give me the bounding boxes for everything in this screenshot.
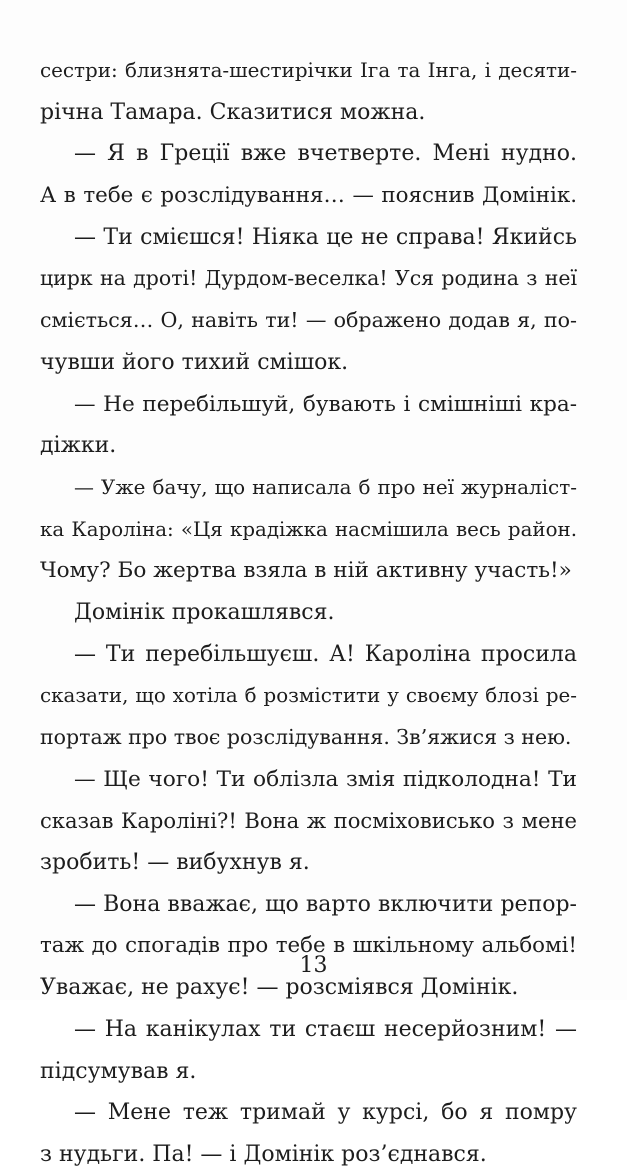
- text-line: річна Тамара. Сказитися можна.: [40, 99, 426, 125]
- text-line: Уважає, не рахує! — розсміявся Домінік.: [40, 975, 519, 1001]
- page-text: [40, 50, 577, 1176]
- page-number: 13: [299, 953, 328, 978]
- text-line: — Ти перебільшуєш. А! Кароліна просила: [74, 641, 577, 667]
- text-line: Чому? Бо жертва взяла в ній активну участь!»: [40, 558, 572, 584]
- text-line: — На канікулах ти стаєш несерйозним! —: [74, 1016, 577, 1042]
- text-line: портаж про твоє розслідування. Зв’яжися з нею.: [40, 725, 572, 749]
- text-line: Домінік прокашлявся.: [74, 599, 335, 625]
- text-line: — Я в Греції вже вчетверте. Мені нудно.: [74, 141, 577, 167]
- text-line: чувши його тихий смішок.: [40, 349, 349, 375]
- text-line: таж до спогадів про тебе в шкільному альбомі!: [40, 933, 577, 959]
- text-line: ка Кароліна: «Ця крадіжка насмішила весь район.: [40, 517, 577, 541]
- text-line: — Ще чого! Ти облізла змія підколодна! Ти: [74, 766, 577, 792]
- text-line: діжки.: [40, 433, 117, 459]
- text-line: сміється… О, навіть ти! — ображено додав я, по-: [40, 308, 577, 333]
- text-line: сказав Кароліні?! Вона ж посміховисько з мене: [40, 808, 577, 834]
- text-line: цирк на дроті! Дурдом-веселка! Уся родина з неї: [40, 266, 577, 291]
- text-line: підсумував я.: [40, 1058, 197, 1084]
- text-line: — Вона вважає, що варто включити репор-: [74, 891, 577, 917]
- text-line: сказати, що хотіла б розмістити у своєму блозі ре-: [40, 684, 577, 708]
- text-line: — Ти смієшся! Ніяка це не справа! Якийсь: [74, 224, 577, 250]
- text-line: зробить! — вибухнув я.: [40, 850, 310, 876]
- text-line: сестри: близнята-шестирічки Іга та Інга, і десяти-: [40, 59, 577, 82]
- text-line: — Мене теж тримай у курсі, бо я помру: [74, 1100, 577, 1126]
- text-line: — Не перебільшуй, бувають і смішніші кра-: [74, 391, 577, 417]
- text-line: з нудьги. Па! — і Домінік роз’єднався.: [40, 1141, 487, 1167]
- text-line: А в тебе є розслідування… — пояснив Домінік.: [40, 183, 577, 209]
- text-line: — Уже бачу, що написала б про неї журналіст-: [74, 474, 577, 499]
